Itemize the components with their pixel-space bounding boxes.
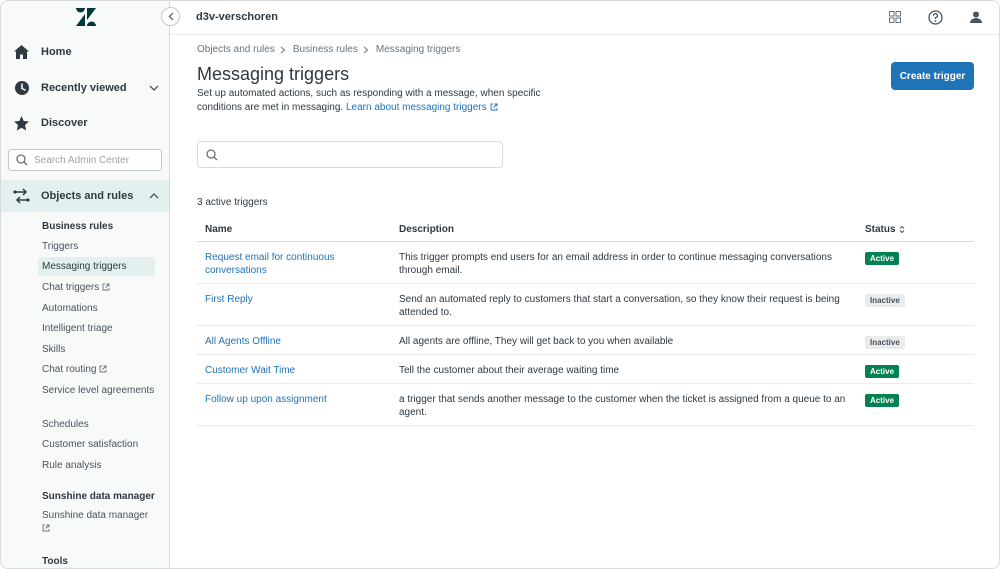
nav-recently-viewed[interactable] bbox=[1, 73, 169, 103]
clock-icon bbox=[13, 80, 30, 97]
breadcrumb-objects-and-rules[interactable]: Objects and rules bbox=[197, 44, 275, 55]
trigger-description: This trigger prompts end users for an email address in order to continue messaging conversations through email. bbox=[399, 252, 832, 276]
sidebar-item-label: Chat routing bbox=[42, 364, 97, 375]
profile-button[interactable] bbox=[968, 9, 984, 25]
apps-grid-icon bbox=[889, 11, 901, 23]
home-icon bbox=[13, 44, 30, 61]
nav-home[interactable] bbox=[1, 37, 169, 67]
active-trigger-count: 3 active triggers bbox=[197, 197, 268, 208]
zendesk-logo-icon[interactable] bbox=[76, 8, 96, 26]
sidebar-item-label: Rule analysis bbox=[42, 460, 102, 471]
sidebar-item-skills[interactable] bbox=[38, 340, 155, 359]
user-icon bbox=[970, 11, 982, 23]
learn-more-link[interactable] bbox=[346, 102, 498, 113]
sort-icon bbox=[899, 225, 905, 234]
status-badge: Active bbox=[865, 252, 899, 265]
trigger-name-link[interactable]: Customer Wait Time bbox=[205, 365, 296, 376]
sidebar-item-rule-analysis[interactable] bbox=[38, 456, 155, 475]
nav-objects-and-rules-label: Objects and rules bbox=[41, 190, 134, 202]
sidebar-item-label: Triggers bbox=[42, 241, 79, 252]
help-button[interactable] bbox=[927, 9, 943, 25]
sunshine-data-manager-header: Sunshine data manager bbox=[42, 491, 155, 502]
page-title: Messaging triggers bbox=[197, 64, 350, 84]
column-header-status-label: Status bbox=[865, 224, 896, 235]
column-header-name: Name bbox=[205, 224, 233, 235]
sidebar-item-label: Skills bbox=[42, 344, 66, 355]
chevron-left-icon bbox=[168, 12, 174, 21]
sidebar-item-messaging-triggers[interactable] bbox=[38, 257, 155, 276]
trigger-search-field[interactable] bbox=[197, 141, 503, 168]
nav-discover-label: Discover bbox=[41, 117, 88, 129]
account-name: d3v-verschoren bbox=[196, 11, 278, 23]
apps-grid-button[interactable] bbox=[887, 9, 903, 25]
search-icon bbox=[206, 149, 218, 161]
breadcrumb-business-rules[interactable]: Business rules bbox=[292, 44, 358, 55]
nav-home-label: Home bbox=[41, 46, 72, 58]
sidebar-item-customer-satisfaction[interactable] bbox=[38, 435, 155, 454]
nav-objects-and-rules[interactable] bbox=[1, 180, 169, 212]
external-link-icon bbox=[102, 283, 110, 291]
create-trigger-button[interactable]: Create trigger bbox=[891, 62, 974, 90]
page-description bbox=[197, 87, 567, 115]
nav-discover[interactable] bbox=[1, 108, 169, 138]
trigger-description: All agents are offline, They will get back to you when available bbox=[399, 336, 674, 347]
sidebar-item-intelligent-triage[interactable] bbox=[38, 319, 155, 338]
trigger-name-link[interactable]: First Reply bbox=[205, 294, 253, 305]
main-content bbox=[170, 35, 1000, 569]
tools-header: Tools bbox=[42, 556, 68, 567]
sidebar-item-label: Sunshine data manager bbox=[42, 510, 149, 521]
learn-more-link-label: Learn about messaging triggers bbox=[345, 102, 487, 113]
sidebar bbox=[1, 1, 170, 569]
sidebar-item-label: Messaging triggers bbox=[42, 261, 127, 272]
sidebar-item-automations[interactable] bbox=[38, 299, 155, 318]
nav-recently-viewed-label: Recently viewed bbox=[41, 82, 127, 94]
sidebar-item-label: Automations bbox=[42, 303, 98, 314]
external-link-icon bbox=[490, 103, 498, 111]
status-badge: Inactive bbox=[865, 294, 905, 307]
chevron-down-icon bbox=[148, 82, 160, 94]
breadcrumb bbox=[197, 44, 460, 55]
status-badge: Inactive bbox=[865, 336, 905, 349]
chevron-right-icon bbox=[363, 46, 371, 54]
table-row bbox=[197, 284, 974, 326]
admin-search-input[interactable] bbox=[34, 152, 159, 168]
external-link-icon bbox=[42, 524, 50, 532]
chevron-right-icon bbox=[280, 46, 288, 54]
sidebar-item-label: Schedules bbox=[42, 419, 89, 430]
chevron-up-icon bbox=[148, 190, 160, 202]
trigger-description: Tell the customer about their average waiting time bbox=[399, 365, 620, 376]
top-bar bbox=[170, 1, 1000, 35]
trigger-search-input[interactable] bbox=[224, 146, 494, 164]
external-link-icon bbox=[99, 365, 107, 373]
sidebar-item-schedules[interactable] bbox=[38, 415, 155, 434]
sidebar-item-service-level-agreements[interactable] bbox=[38, 382, 155, 410]
table-row bbox=[197, 355, 974, 384]
admin-search-field[interactable] bbox=[8, 149, 162, 171]
trigger-description: a trigger that sends another message to the customer when the ticket is assigned from a queue to an agent. bbox=[399, 394, 846, 418]
search-icon bbox=[16, 154, 28, 166]
sidebar-item-label: Service level agreements bbox=[42, 385, 155, 396]
column-header-description: Description bbox=[399, 224, 455, 235]
objects-rules-icon bbox=[13, 188, 30, 205]
table-header bbox=[197, 217, 974, 242]
table-row bbox=[197, 384, 974, 426]
sidebar-item-sunshine-data-manager[interactable] bbox=[38, 507, 155, 535]
sidebar-item-chat-routing[interactable] bbox=[38, 360, 155, 379]
trigger-name-link[interactable]: Request email for continuous conversations bbox=[205, 252, 335, 276]
sidebar-item-chat-triggers[interactable] bbox=[38, 278, 155, 297]
status-badge: Active bbox=[865, 365, 899, 378]
trigger-description: Send an automated reply to customers that start a conversation, so they know their request is being attended to. bbox=[399, 294, 840, 318]
star-icon bbox=[13, 115, 30, 132]
table-row bbox=[197, 242, 974, 284]
page-description-text: Set up automated actions, such as responding with a message, when specific conditions are met in messaging. bbox=[197, 88, 541, 113]
sidebar-item-label: Chat triggers bbox=[42, 282, 100, 293]
sidebar-item-label: Intelligent triage bbox=[42, 323, 113, 334]
column-header-status[interactable] bbox=[865, 224, 905, 235]
collapse-sidebar-button[interactable] bbox=[161, 7, 180, 26]
trigger-name-link[interactable]: Follow up upon assignment bbox=[205, 394, 327, 405]
breadcrumb-messaging-triggers: Messaging triggers bbox=[375, 44, 461, 55]
triggers-table bbox=[197, 217, 974, 426]
sidebar-item-label: Customer satisfaction bbox=[42, 439, 139, 450]
sidebar-item-triggers[interactable] bbox=[38, 237, 155, 256]
help-icon bbox=[928, 10, 943, 25]
status-badge: Active bbox=[865, 394, 899, 407]
business-rules-header: Business rules bbox=[42, 221, 114, 232]
table-row bbox=[197, 326, 974, 355]
trigger-name-link[interactable]: All Agents Offline bbox=[205, 336, 281, 347]
